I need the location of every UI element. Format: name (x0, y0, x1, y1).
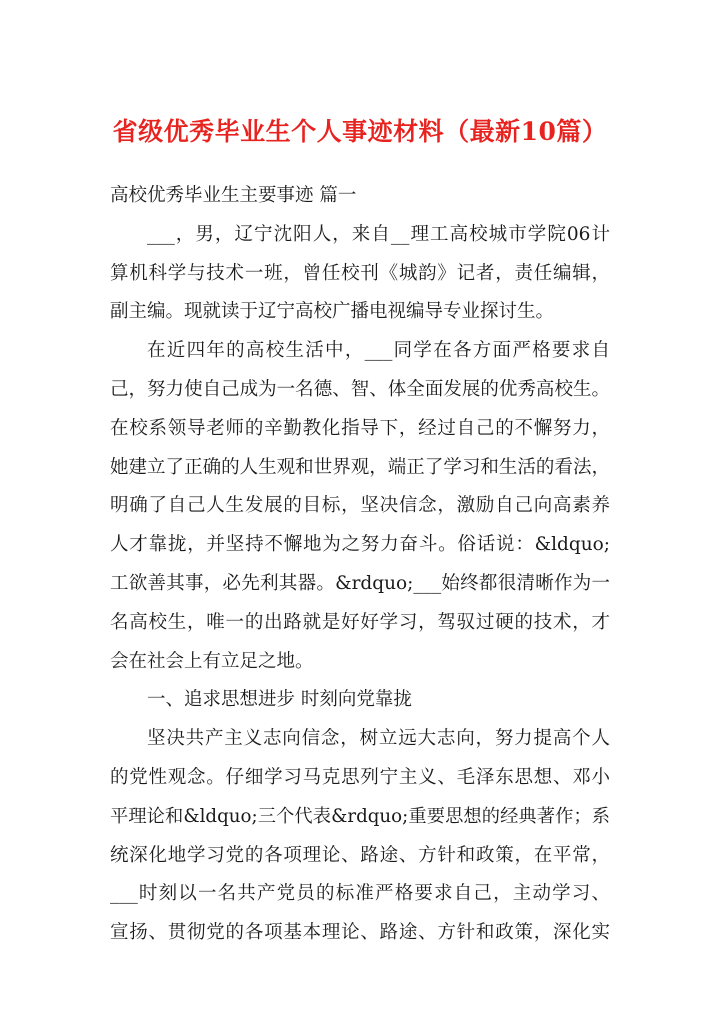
document-body (110, 177, 610, 953)
text-line: 名高校生，唯一的出路就是好好学习，驾驭过硬的技术，才 (110, 611, 610, 633)
text-line: 一、追求思想进步 时刻向党靠拢 (147, 689, 412, 711)
text-line: 会在社会上有立足之地。 (110, 650, 314, 672)
text-line: 算机科学与技术一班，曾任校刊《城韵》记者，责任编辑， (110, 262, 610, 284)
text-line: 宣扬、贯彻党的各项基本理论、路途、方针和政策，深化实 (110, 922, 610, 944)
text-line: 副主编。现就读于辽宁高校广播电视编导专业探讨生。 (110, 301, 555, 323)
text-line: 统深化地学习党的各项理论、路途、方针和政策，在平常， (110, 844, 610, 866)
text-line: 在近四年的高校生活中，___同学在各方面严格要求自 (147, 340, 610, 362)
document-title: 省级优秀毕业生个人事迹材料（最新10篇） (112, 117, 608, 146)
text-line: 在校系领导老师的辛勤教化指导下，经过自己的不懈努力， (110, 417, 610, 439)
text-line: 坚决共产主义志向信念，树立远大志向，努力提高个人 (147, 728, 610, 750)
text-line: 高校优秀毕业生主要事迹 篇一 (110, 185, 357, 206)
text-line: 人才靠拢，并坚持不懈地为之努力奋斗。俗话说：&ldquo; (110, 534, 610, 556)
text-line: 工欲善其事，必先利其器。&rdquo;___始终都很清晰作为一 (110, 572, 610, 594)
text-line: 她建立了正确的人生观和世界观，端正了学习和生活的看法， (110, 456, 610, 478)
text-line: ___时刻以一名共产党员的标准严格要求自己，主动学习、 (110, 883, 610, 905)
text-line: ___，男，辽宁沈阳人，来自__理工高校城市学院06计 (147, 223, 610, 245)
text-line: 平理论和&ldquo;三个代表&rdquo;重要思想的经典著作；系 (110, 805, 610, 827)
text-line: 明确了自己人生发展的目标，坚决信念，激励自己向高素养 (110, 495, 610, 517)
text-line: 己，努力使自己成为一名德、智、体全面发展的优秀高校生。 (110, 378, 610, 400)
text-line: 的党性观念。仔细学习马克思列宁主义、毛泽东思想、邓小 (110, 766, 610, 788)
